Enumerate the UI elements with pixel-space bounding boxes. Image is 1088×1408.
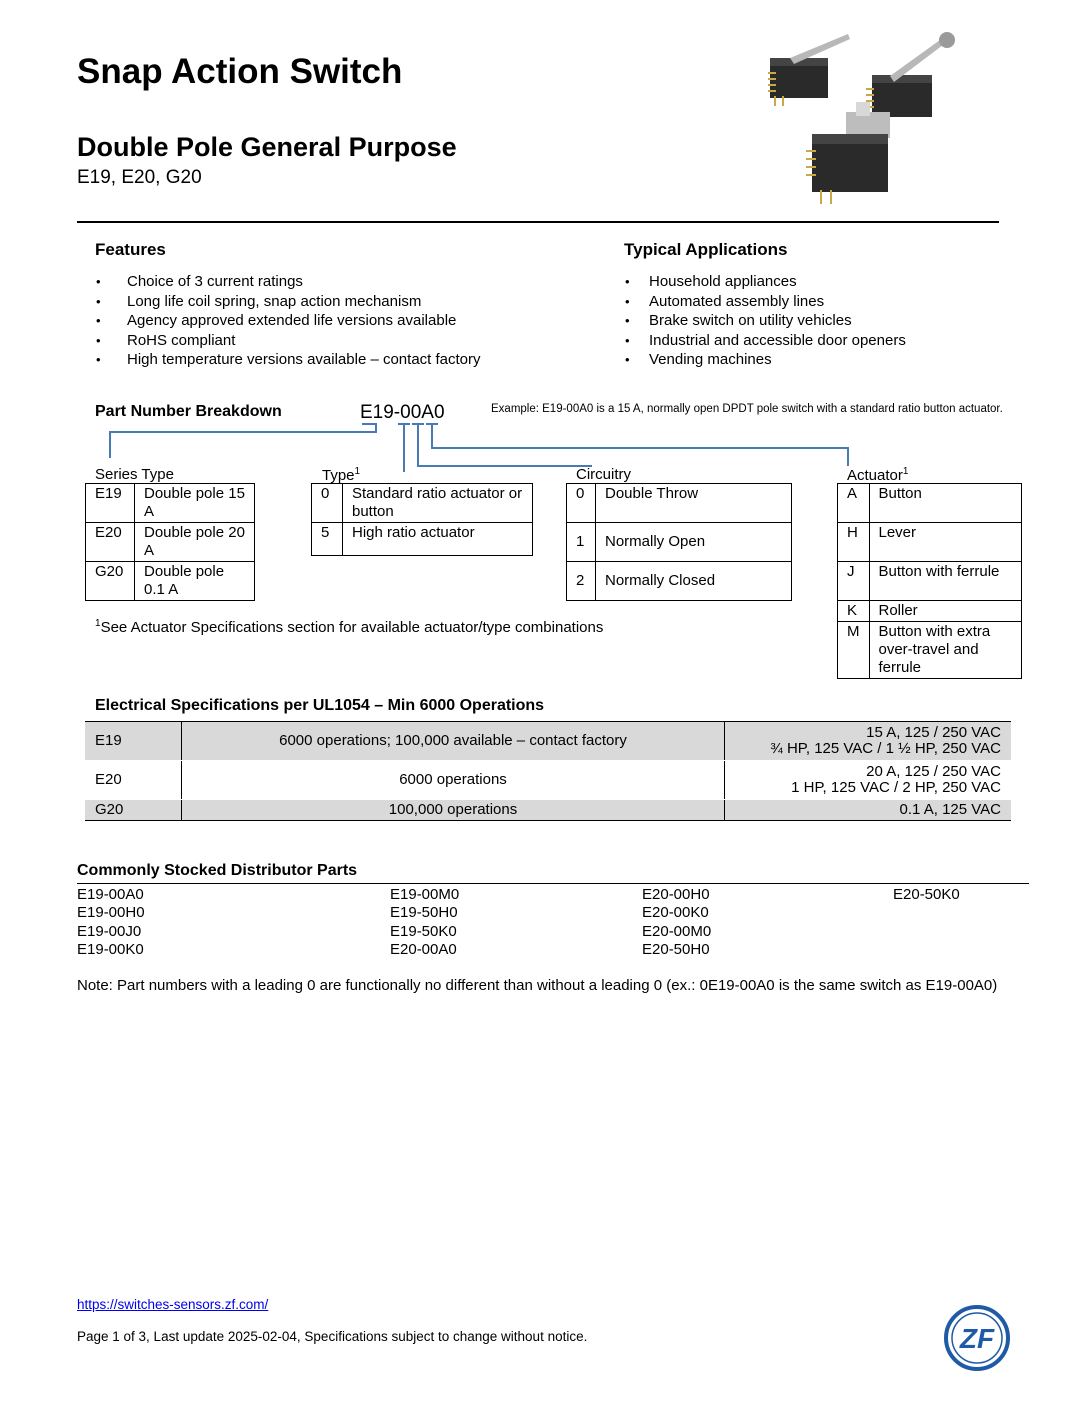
actuator-heading-sup: 1 bbox=[902, 466, 909, 477]
switch-with-lever bbox=[768, 34, 850, 106]
part-number-label: Part Number Breakdown bbox=[95, 403, 282, 420]
list-item: E19-00M0 bbox=[390, 886, 460, 903]
circuitry-desc: Normally Closed bbox=[596, 562, 792, 601]
list-item: • Agency approved extended life versions available bbox=[95, 311, 595, 331]
table-row bbox=[838, 622, 1022, 679]
list-item: E20-00M0 bbox=[642, 922, 712, 940]
applications-heading: Typical Applications bbox=[624, 240, 788, 259]
circuitry-heading: Circuitry bbox=[576, 466, 631, 483]
circuitry-code: 0 bbox=[567, 484, 596, 523]
model-cell: E19 bbox=[85, 722, 182, 761]
switch-with-roller bbox=[866, 32, 955, 117]
series-code: E20 bbox=[86, 523, 135, 562]
electrical-heading: Electrical Specifications per UL1054 – Min 6000 Operations bbox=[95, 697, 545, 714]
type-heading-sup: 1 bbox=[354, 466, 361, 477]
features-heading: Features bbox=[95, 240, 166, 259]
list-item: • Choice of 3 current ratings bbox=[95, 272, 595, 292]
list-item: E20-00A0 bbox=[390, 940, 457, 958]
footnote-sup: 1 bbox=[95, 618, 101, 629]
series-desc: Double pole 0.1 A bbox=[135, 562, 255, 601]
rating-line-1: 15 A, 125 / 250 VAC bbox=[866, 724, 1001, 741]
table-row bbox=[567, 562, 792, 601]
list-item: • High temperature versions available – contact factory bbox=[95, 350, 595, 370]
actuator-desc: Roller bbox=[869, 601, 1022, 622]
applications-section bbox=[624, 240, 1024, 370]
actuator-heading bbox=[847, 466, 908, 484]
distributor-divider bbox=[77, 883, 1029, 884]
table-row bbox=[312, 484, 533, 523]
actuator-code: A bbox=[838, 484, 870, 523]
ops-cell: 6000 operations; 100,000 available – contact factory bbox=[182, 722, 725, 761]
circuitry-desc: Normally Open bbox=[596, 523, 792, 562]
list-item: E19-00J0 bbox=[77, 922, 142, 940]
distributor-column-2 bbox=[390, 886, 459, 959]
table-row bbox=[85, 800, 1011, 821]
list-item: E19-00H0 bbox=[77, 904, 145, 922]
ops-cell: 6000 operations bbox=[182, 761, 725, 800]
list-item: E20-00H0 bbox=[642, 886, 710, 903]
actuator-code: M bbox=[838, 622, 870, 679]
page-subtitle: Double Pole General Purpose bbox=[77, 132, 457, 162]
table-row bbox=[86, 523, 255, 562]
table-row bbox=[86, 484, 255, 523]
electrical-table bbox=[85, 721, 1011, 821]
part-number-example: Example: E19-00A0 is a 15 A, normally open DPDT pole switch with a standard ratio button actuator. bbox=[491, 403, 1003, 415]
model-cell: E20 bbox=[85, 761, 182, 800]
actuator-code: K bbox=[838, 601, 870, 622]
list-item: • Brake switch on utility vehicles bbox=[624, 311, 1024, 331]
actuator-table bbox=[837, 483, 1022, 679]
circuitry-code: 2 bbox=[567, 562, 596, 601]
actuator-code: H bbox=[838, 523, 870, 562]
table-row bbox=[838, 523, 1022, 562]
actuator-footnote bbox=[95, 618, 603, 636]
distributor-column-3 bbox=[642, 886, 711, 959]
list-item: E19-00A0 bbox=[77, 886, 144, 903]
actuator-heading-text: Actuator bbox=[847, 467, 903, 484]
list-item: E20-50K0 bbox=[893, 886, 960, 903]
table-row bbox=[86, 562, 255, 601]
list-item: • Long life coil spring, snap action mechanism bbox=[95, 292, 595, 312]
series-desc: Double pole 20 A bbox=[135, 523, 255, 562]
product-photo bbox=[760, 30, 980, 215]
table-row bbox=[838, 601, 1022, 622]
table-row bbox=[838, 562, 1022, 601]
footnote-text: See Actuator Specifications section for available actuator/type combinations bbox=[100, 619, 604, 636]
series-code: G20 bbox=[86, 562, 135, 601]
list-item: E20-00K0 bbox=[642, 904, 709, 922]
model-list: E19, E20, G20 bbox=[77, 167, 202, 188]
list-item: • Vending machines bbox=[624, 350, 1024, 370]
series-code: E19 bbox=[86, 484, 135, 523]
rating-cell bbox=[725, 800, 1012, 821]
table-row bbox=[85, 722, 1011, 761]
table-row bbox=[312, 523, 533, 556]
table-row bbox=[838, 484, 1022, 523]
series-desc: Double pole 15 A bbox=[135, 484, 255, 523]
table-row bbox=[567, 484, 792, 523]
table-row bbox=[567, 523, 792, 562]
circuitry-code: 1 bbox=[567, 523, 596, 562]
table-row bbox=[85, 761, 1011, 800]
header-divider bbox=[77, 221, 999, 223]
list-item: E19-50H0 bbox=[390, 904, 458, 922]
type-code: 0 bbox=[312, 484, 343, 523]
distributor-column-1 bbox=[77, 886, 145, 959]
model-cell: G20 bbox=[85, 800, 182, 821]
page-info: Page 1 of 3, Last update 2025-02-04, Specifications subject to change without notice. bbox=[77, 1329, 588, 1344]
circuitry-table bbox=[566, 483, 792, 601]
rating-line-1: 0.1 A, 125 VAC bbox=[899, 801, 1001, 818]
list-item: E20-50H0 bbox=[642, 940, 710, 958]
actuator-code: J bbox=[838, 562, 870, 601]
switch-with-button bbox=[806, 102, 890, 204]
list-item: • RoHS compliant bbox=[95, 331, 595, 351]
page-title: Snap Action Switch bbox=[77, 52, 403, 91]
features-list bbox=[95, 272, 595, 370]
rating-line-2: 1 HP, 125 VAC / 2 HP, 250 VAC bbox=[791, 779, 1001, 796]
type-table bbox=[311, 483, 533, 556]
leading-zero-note: Note: Part numbers with a leading 0 are functionally no different than without a leading 0 (ex.: 0E19-00A0 is the same switch as E19-00A0) bbox=[77, 977, 998, 994]
distributor-heading: Commonly Stocked Distributor Parts bbox=[77, 862, 358, 879]
type-heading-text: Type bbox=[322, 467, 355, 484]
list-item: E19-50K0 bbox=[390, 922, 457, 940]
type-desc: High ratio actuator bbox=[343, 523, 533, 556]
type-heading bbox=[322, 466, 360, 484]
zf-logo bbox=[943, 1304, 1011, 1372]
actuator-desc: Lever bbox=[869, 523, 1022, 562]
actuator-desc: Button with ferrule bbox=[869, 562, 1022, 601]
features-section bbox=[95, 240, 595, 370]
rating-line-1: 20 A, 125 / 250 VAC bbox=[866, 763, 1001, 780]
list-item: • Household appliances bbox=[624, 272, 1024, 292]
zf-logo-text: ZF bbox=[959, 1323, 995, 1354]
actuator-desc: Button bbox=[869, 484, 1022, 523]
applications-list bbox=[624, 272, 1024, 370]
series-type-heading: Series Type bbox=[95, 466, 174, 483]
part-number-code: E19-00A0 bbox=[360, 402, 445, 423]
list-item: E19-00K0 bbox=[77, 940, 144, 958]
actuator-desc: Button with extra over-travel and ferrule bbox=[869, 622, 1022, 679]
distributor-column-4 bbox=[893, 886, 960, 904]
rating-cell bbox=[725, 761, 1012, 800]
series-type-table bbox=[85, 483, 255, 601]
circuitry-desc: Double Throw bbox=[596, 484, 792, 523]
ops-cell: 100,000 operations bbox=[182, 800, 725, 821]
type-code: 5 bbox=[312, 523, 343, 556]
rating-cell bbox=[725, 722, 1012, 761]
list-item: • Industrial and accessible door openers bbox=[624, 331, 1024, 351]
type-desc: Standard ratio actuator or button bbox=[343, 484, 533, 523]
rating-line-2: ¾ HP, 125 VAC / 1 ½ HP, 250 VAC bbox=[770, 740, 1001, 757]
list-item: • Automated assembly lines bbox=[624, 292, 1024, 312]
website-link[interactable]: https://switches-sensors.zf.com/ bbox=[77, 1297, 269, 1312]
